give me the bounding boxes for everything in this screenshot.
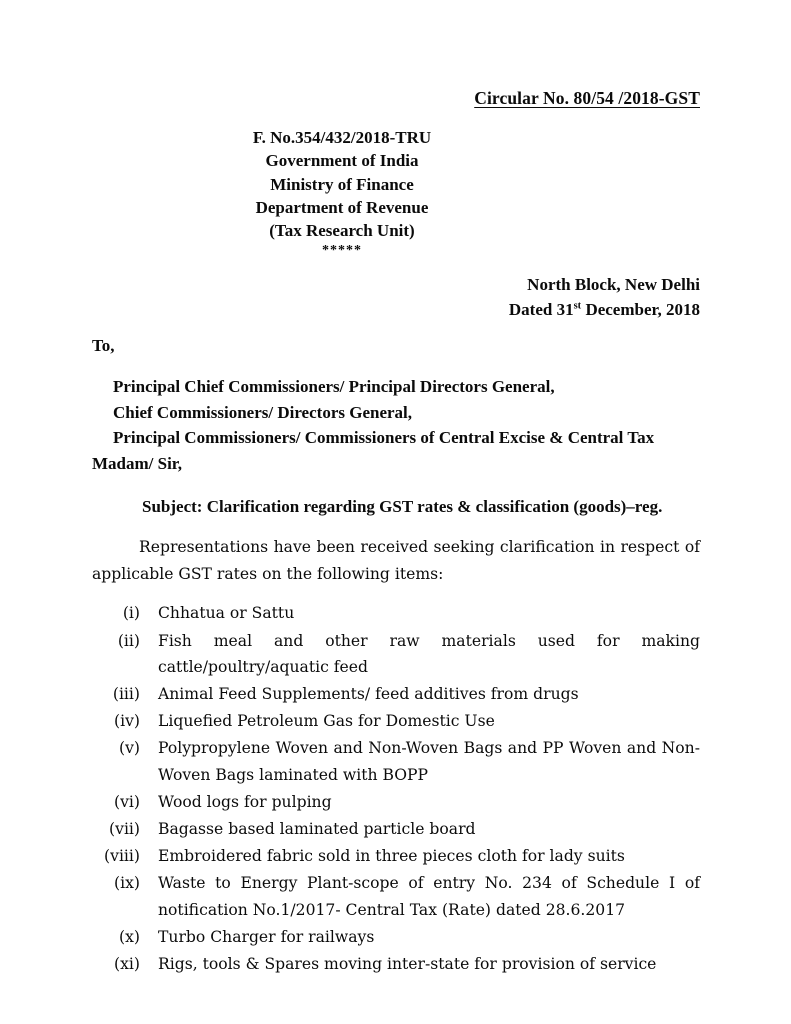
- unit-name: (Tax Research Unit): [269, 221, 415, 241]
- department-name: Department of Revenue: [255, 197, 429, 217]
- list-item-numeral: (v): [119, 739, 140, 758]
- list-item-numeral: (iii): [112, 685, 140, 704]
- place-and-date-block: [92, 272, 700, 322]
- list-item-text: Embroidered fabric sold in three pieces cloth for lady suits: [158, 847, 625, 866]
- addressee-line-1: Principal Chief Commissioners/ Principal Directors General,: [113, 377, 555, 397]
- circular-number-text: Circular No. 80/54 /2018-GST: [474, 88, 700, 108]
- list-item-text: Animal Feed Supplements/ feed additives from drugs: [158, 685, 579, 704]
- list-item-numeral: (ix): [114, 874, 140, 893]
- file-number: F. No.354/432/2018-TRU: [252, 128, 432, 147]
- to-label: To,: [92, 336, 115, 356]
- items-list: [92, 600, 700, 977]
- list-item-numeral: (vi): [114, 793, 140, 812]
- addressee-block: [92, 374, 700, 476]
- ministry-address-block: [92, 126, 700, 259]
- list-item-numeral: (iv): [114, 712, 140, 731]
- list-item-numeral: (xi): [114, 955, 140, 974]
- list-item: [92, 681, 700, 708]
- date-prefix: Dated 31: [508, 300, 574, 320]
- list-item: [92, 951, 700, 978]
- government-name: Government of India: [265, 151, 419, 171]
- list-item: [92, 843, 700, 870]
- list-item: [92, 789, 700, 816]
- place-line: North Block, New Delhi: [527, 275, 700, 295]
- list-item-numeral: (viii): [104, 847, 140, 866]
- list-item-numeral: (ii): [117, 631, 140, 650]
- list-item: [92, 816, 700, 843]
- date-rest: December, 2018: [581, 300, 700, 320]
- list-item-text: Bagasse based laminated particle board: [158, 820, 476, 839]
- list-item-text: Wood logs for pulping: [158, 793, 332, 812]
- date-line: [92, 297, 700, 322]
- date-ordinal-suffix: st: [573, 300, 582, 312]
- list-item-text: Chhatua or Sattu: [158, 604, 295, 623]
- list-item: [92, 870, 700, 923]
- list-item: [92, 708, 700, 735]
- list-item: [92, 735, 700, 788]
- list-item-text: Polypropylene Woven and Non-Woven Bags and PP Woven and Non-Woven Bags laminated with BOPP: [158, 739, 700, 785]
- list-item-text: Waste to Energy Plant-scope of entry No. 234 of Schedule I of notification No.1/2017- Central Tax (Rate) dated 28.6.2017: [158, 874, 700, 920]
- list-item-text: Turbo Charger for railways: [158, 928, 375, 947]
- list-item-text: Fish meal and other raw materials used for making cattle/poultry/aquatic feed: [158, 631, 700, 677]
- list-item: [92, 600, 700, 627]
- ministry-name: Ministry of Finance: [270, 174, 414, 194]
- circular-number-heading: [92, 88, 700, 109]
- subject-line: Subject: Clarification regarding GST rates & classification (goods)–reg.: [142, 497, 663, 517]
- intro-paragraph: Representations have been received seeking clarification in respect of applicable GST rates on the following items:: [92, 538, 700, 584]
- list-item-text: Liquefied Petroleum Gas for Domestic Use: [158, 712, 495, 731]
- list-item-numeral: (i): [122, 604, 140, 623]
- list-item: [92, 924, 700, 951]
- asterisk-separator: *****: [322, 243, 362, 259]
- addressee-line-3: Principal Commissioners/ Commissioners of Central Excise & Central Tax: [113, 428, 655, 448]
- addressee-line-2: Chief Commissioners/ Directors General,: [113, 402, 413, 422]
- list-item: [92, 628, 700, 681]
- salutation-line: Madam/ Sir,: [92, 453, 183, 473]
- document-content: [92, 0, 700, 978]
- list-item-text: Rigs, tools & Spares moving inter-state for provision of service: [158, 955, 657, 974]
- list-item-numeral: (x): [119, 928, 140, 947]
- list-item-numeral: (vii): [109, 820, 140, 839]
